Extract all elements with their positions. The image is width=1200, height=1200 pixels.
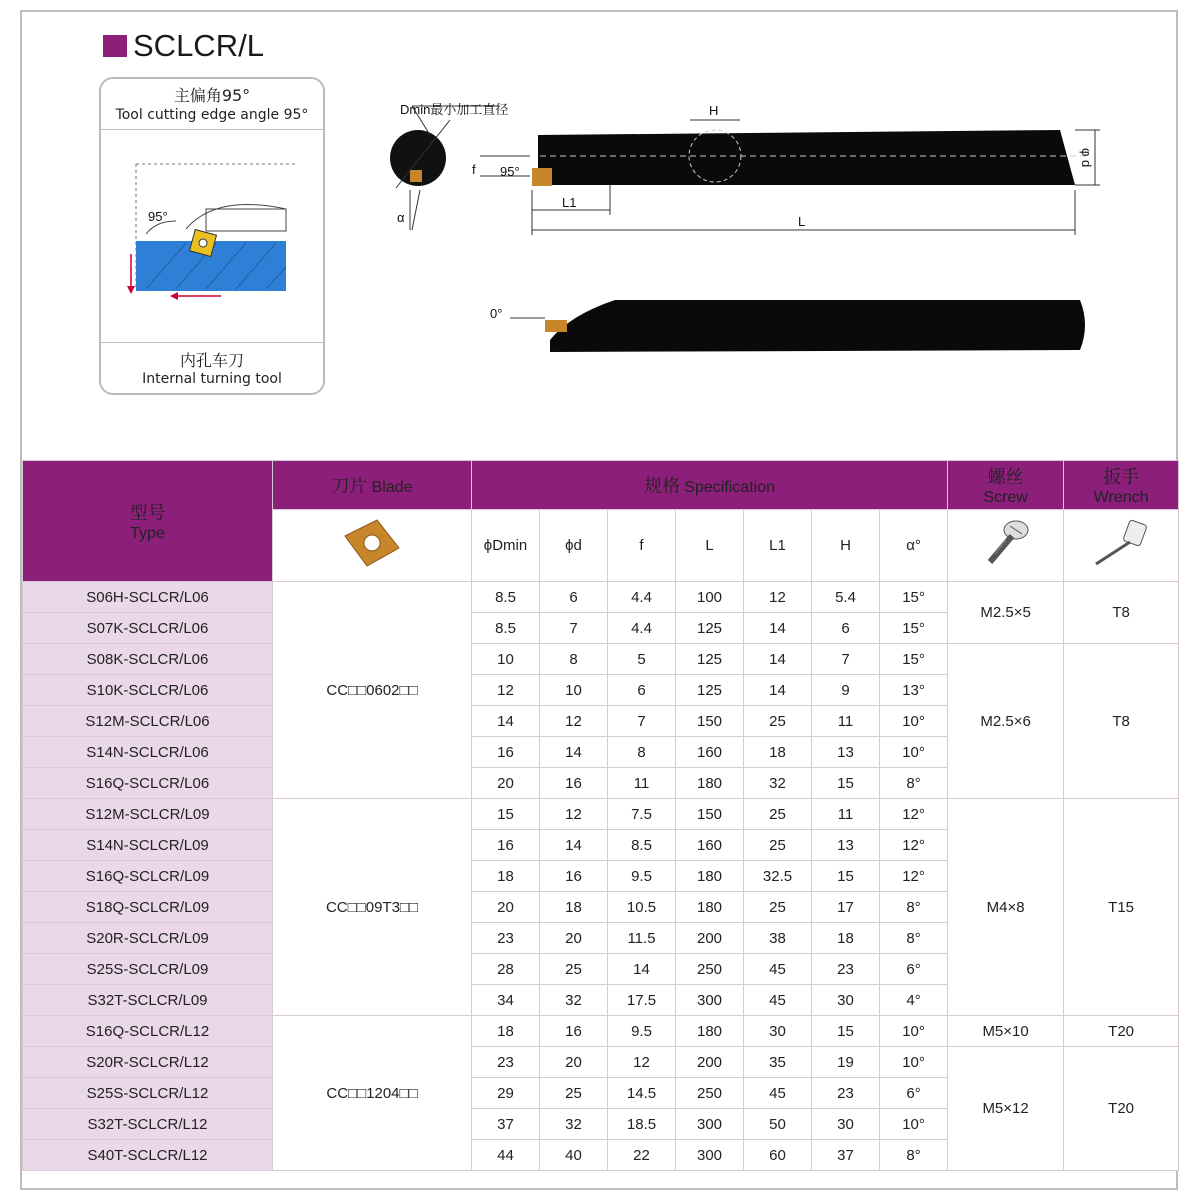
- tool-bar-top-icon: [538, 130, 1075, 185]
- angle95-label: 95°: [500, 164, 520, 179]
- spec-cell: 38: [744, 923, 812, 954]
- l1-label: L1: [562, 195, 577, 210]
- type-cell: S32T-SCLCR/L12: [23, 1109, 273, 1140]
- spec-cell: 12°: [880, 830, 948, 861]
- spec-cell: 25: [744, 799, 812, 830]
- col-dmin: ϕDmin: [472, 510, 540, 582]
- screw-cell: M2.5×5: [948, 582, 1064, 644]
- spec-cell: 18.5: [608, 1109, 676, 1140]
- spec-cell: 8°: [880, 768, 948, 799]
- spec-cell: 30: [744, 1016, 812, 1047]
- spec-cell: 14: [472, 706, 540, 737]
- spec-cell: 300: [676, 985, 744, 1016]
- spec-cell: 14.5: [608, 1078, 676, 1109]
- spec-cell: 6: [540, 582, 608, 613]
- spec-cell: 10: [540, 675, 608, 706]
- spec-cell: 6°: [880, 1078, 948, 1109]
- f-label: f: [472, 162, 476, 177]
- spec-cell: 13: [812, 830, 880, 861]
- spec-cell: 34: [472, 985, 540, 1016]
- card-header: [101, 79, 323, 130]
- spec-cell: 28: [472, 954, 540, 985]
- spec-cell: 180: [676, 892, 744, 923]
- spec-cell: 23: [472, 923, 540, 954]
- spec-cell: 15°: [880, 644, 948, 675]
- spec-cell: 12: [540, 706, 608, 737]
- spec-cell: 8.5: [472, 613, 540, 644]
- spec-cell: 18: [540, 892, 608, 923]
- table-row: [23, 644, 1179, 675]
- spec-cell: 10°: [880, 1016, 948, 1047]
- screw-cell: M5×10: [948, 1016, 1064, 1047]
- h-label: H: [709, 103, 719, 118]
- boring-diagram-icon: [126, 159, 306, 339]
- spec-cell: 35: [744, 1047, 812, 1078]
- type-cell: S32T-SCLCR/L09: [23, 985, 273, 1016]
- spec-cell: 32: [540, 1109, 608, 1140]
- spec-cell: 10.5: [608, 892, 676, 923]
- spec-cell: 5.4: [812, 582, 880, 613]
- spec-cell: 12°: [880, 799, 948, 830]
- spec-cell: 12: [744, 582, 812, 613]
- spec-cell: 125: [676, 644, 744, 675]
- table-row: [23, 799, 1179, 830]
- col-d: ϕd: [540, 510, 608, 582]
- spec-cell: 250: [676, 954, 744, 985]
- spec-cell: 45: [744, 954, 812, 985]
- spec-cell: 160: [676, 737, 744, 768]
- spec-cell: 23: [812, 1078, 880, 1109]
- blade-cell: CC□□1204□□: [273, 1016, 472, 1171]
- type-cell: S12M-SCLCR/L06: [23, 706, 273, 737]
- spec-cell: 8°: [880, 1140, 948, 1171]
- page-title: SCLCR/L: [103, 28, 264, 64]
- table-row: [23, 1047, 1179, 1078]
- table-row: [23, 1016, 1179, 1047]
- spec-cell: 10°: [880, 1109, 948, 1140]
- spec-cell: 14: [608, 954, 676, 985]
- spec-cell: 200: [676, 1047, 744, 1078]
- spec-cell: 16: [472, 830, 540, 861]
- spec-cell: 8.5: [608, 830, 676, 861]
- spec-header: 规格 Specification: [472, 461, 948, 510]
- spec-cell: 32: [744, 768, 812, 799]
- type-cell: S16Q-SCLCR/L06: [23, 768, 273, 799]
- spec-cell: 45: [744, 1078, 812, 1109]
- spec-cell: 300: [676, 1140, 744, 1171]
- spec-cell: 50: [744, 1109, 812, 1140]
- spec-cell: 20: [540, 1047, 608, 1078]
- dmin-label: Dmin最小加工直径: [400, 102, 509, 117]
- wrench-icon: [1064, 510, 1179, 582]
- spec-cell: 4.4: [608, 582, 676, 613]
- spec-cell: 16: [540, 1016, 608, 1047]
- spec-cell: 8: [608, 737, 676, 768]
- col-l: L: [676, 510, 744, 582]
- spec-cell: 14: [540, 830, 608, 861]
- type-cell: S40T-SCLCR/L12: [23, 1140, 273, 1171]
- spec-cell: 125: [676, 675, 744, 706]
- spec-cell: 14: [540, 737, 608, 768]
- spec-cell: 32: [540, 985, 608, 1016]
- spec-cell: 32.5: [744, 861, 812, 892]
- col-h: H: [812, 510, 880, 582]
- spec-cell: 4°: [880, 985, 948, 1016]
- spec-cell: 16: [540, 861, 608, 892]
- wrench-cell: T8: [1064, 582, 1179, 644]
- spec-table: [22, 460, 1179, 1171]
- spec-cell: 29: [472, 1078, 540, 1109]
- spec-cell: 16: [540, 768, 608, 799]
- spec-cell: 10: [472, 644, 540, 675]
- spec-cell: 18: [472, 1016, 540, 1047]
- screw-cell: M2.5×6: [948, 644, 1064, 799]
- spec-cell: 7: [540, 613, 608, 644]
- spec-cell: 17.5: [608, 985, 676, 1016]
- spec-cell: 20: [540, 923, 608, 954]
- table-row: [23, 582, 1179, 613]
- type-cell: S12M-SCLCR/L09: [23, 799, 273, 830]
- zero-label: 0°: [490, 306, 503, 321]
- alpha-label: α: [397, 210, 405, 225]
- spec-cell: 25: [540, 1078, 608, 1109]
- spec-cell: 200: [676, 923, 744, 954]
- spec-cell: 180: [676, 1016, 744, 1047]
- card-angle-label: 95°: [148, 209, 168, 224]
- spec-cell: 11.5: [608, 923, 676, 954]
- spec-cell: 7.5: [608, 799, 676, 830]
- card-footer-zh: 内孔车刀: [179, 351, 244, 370]
- col-alpha: α°: [880, 510, 948, 582]
- spec-cell: 37: [812, 1140, 880, 1171]
- spec-cell: 20: [472, 768, 540, 799]
- spec-cell: 15: [812, 1016, 880, 1047]
- spec-cell: 13: [812, 737, 880, 768]
- spec-cell: 10°: [880, 737, 948, 768]
- d-label: φ d: [1079, 148, 1094, 168]
- wrench-cell: T8: [1064, 644, 1179, 799]
- spec-cell: 9: [812, 675, 880, 706]
- wrench-cell: T15: [1064, 799, 1179, 1016]
- type-cell: S16Q-SCLCR/L12: [23, 1016, 273, 1047]
- spec-cell: 11: [608, 768, 676, 799]
- spec-cell: 6: [608, 675, 676, 706]
- spec-cell: 40: [540, 1140, 608, 1171]
- spec-cell: 9.5: [608, 1016, 676, 1047]
- spec-cell: 12: [540, 799, 608, 830]
- spec-cell: 125: [676, 613, 744, 644]
- screw-cell: M5×12: [948, 1047, 1064, 1171]
- spec-cell: 22: [608, 1140, 676, 1171]
- type-cell: S07K-SCLCR/L06: [23, 613, 273, 644]
- spec-cell: 12°: [880, 861, 948, 892]
- spec-cell: 11: [812, 706, 880, 737]
- spec-cell: 30: [812, 1109, 880, 1140]
- tool-drawings: [370, 90, 1130, 370]
- card-footer-en: Internal turning tool: [142, 371, 282, 387]
- spec-cell: 13°: [880, 675, 948, 706]
- spec-cell: 19: [812, 1047, 880, 1078]
- type-cell: S25S-SCLCR/L12: [23, 1078, 273, 1109]
- spec-cell: 15: [812, 861, 880, 892]
- spec-cell: 8°: [880, 923, 948, 954]
- spec-cell: 18: [472, 861, 540, 892]
- spec-cell: 14: [744, 644, 812, 675]
- spec-cell: 25: [744, 892, 812, 923]
- screw-icon: [948, 510, 1064, 582]
- type-cell: S08K-SCLCR/L06: [23, 644, 273, 675]
- spec-cell: 180: [676, 768, 744, 799]
- blade-cell: CC□□0602□□: [273, 582, 472, 799]
- spec-cell: 23: [812, 954, 880, 985]
- spec-cell: 150: [676, 706, 744, 737]
- type-cell: S20R-SCLCR/L12: [23, 1047, 273, 1078]
- type-cell: S06H-SCLCR/L06: [23, 582, 273, 613]
- col-l1: L1: [744, 510, 812, 582]
- spec-cell: 7: [608, 706, 676, 737]
- spec-cell: 9.5: [608, 861, 676, 892]
- spec-cell: 180: [676, 861, 744, 892]
- spec-cell: 7: [812, 644, 880, 675]
- wrench-cell: T20: [1064, 1047, 1179, 1171]
- type-cell: S18Q-SCLCR/L09: [23, 892, 273, 923]
- spec-cell: 5: [608, 644, 676, 675]
- type-cell: S14N-SCLCR/L06: [23, 737, 273, 768]
- spec-cell: 16: [472, 737, 540, 768]
- spec-cell: 44: [472, 1140, 540, 1171]
- type-cell: S16Q-SCLCR/L09: [23, 861, 273, 892]
- card-header-zh: 主偏角95°: [173, 86, 251, 105]
- spec-cell: 10°: [880, 1047, 948, 1078]
- screw-header: 螺丝 Screw: [948, 461, 1064, 510]
- spec-cell: 250: [676, 1078, 744, 1109]
- spec-cell: 4.4: [608, 613, 676, 644]
- spec-cell: 37: [472, 1109, 540, 1140]
- spec-cell: 6°: [880, 954, 948, 985]
- spec-cell: 23: [472, 1047, 540, 1078]
- spec-cell: 150: [676, 799, 744, 830]
- l-label: L: [798, 214, 806, 229]
- spec-cell: 14: [744, 613, 812, 644]
- spec-cell: 15: [812, 768, 880, 799]
- spec-cell: 6: [812, 613, 880, 644]
- wrench-cell: T20: [1064, 1016, 1179, 1047]
- blade-cell: CC□□09T3□□: [273, 799, 472, 1016]
- card-header-en: Tool cutting edge angle 95°: [115, 107, 309, 123]
- spec-cell: 25: [540, 954, 608, 985]
- spec-cell: 30: [812, 985, 880, 1016]
- spec-cell: 8: [540, 644, 608, 675]
- type-cell: S25S-SCLCR/L09: [23, 954, 273, 985]
- spec-cell: 10°: [880, 706, 948, 737]
- tool-info-card: [99, 77, 325, 395]
- spec-cell: 25: [744, 706, 812, 737]
- spec-cell: 8°: [880, 892, 948, 923]
- screw-cell: M4×8: [948, 799, 1064, 1016]
- type-header: 型号 Type: [23, 461, 273, 582]
- spec-cell: 20: [472, 892, 540, 923]
- spec-cell: 12: [608, 1047, 676, 1078]
- spec-cell: 15°: [880, 613, 948, 644]
- spec-cell: 60: [744, 1140, 812, 1171]
- spec-cell: 45: [744, 985, 812, 1016]
- tool-bar-bottom-icon: [550, 300, 1085, 352]
- type-cell: S14N-SCLCR/L09: [23, 830, 273, 861]
- spec-cell: 18: [812, 923, 880, 954]
- card-footer: [101, 342, 323, 393]
- spec-cell: 15: [472, 799, 540, 830]
- blade-header: 刀片 Blade: [273, 461, 472, 510]
- spec-cell: 15°: [880, 582, 948, 613]
- col-f: f: [608, 510, 676, 582]
- spec-cell: 14: [744, 675, 812, 706]
- spec-cell: 160: [676, 830, 744, 861]
- spec-cell: 11: [812, 799, 880, 830]
- spec-cell: 100: [676, 582, 744, 613]
- spec-cell: 8.5: [472, 582, 540, 613]
- wrench-header: 扳手 Wrench: [1064, 461, 1179, 510]
- type-cell: S20R-SCLCR/L09: [23, 923, 273, 954]
- spec-cell: 25: [744, 830, 812, 861]
- spec-cell: 17: [812, 892, 880, 923]
- type-cell: S10K-SCLCR/L06: [23, 675, 273, 706]
- spec-cell: 12: [472, 675, 540, 706]
- spec-cell: 18: [744, 737, 812, 768]
- blade-insert-icon: [273, 510, 472, 582]
- title-square-icon: [103, 35, 127, 57]
- spec-cell: 300: [676, 1109, 744, 1140]
